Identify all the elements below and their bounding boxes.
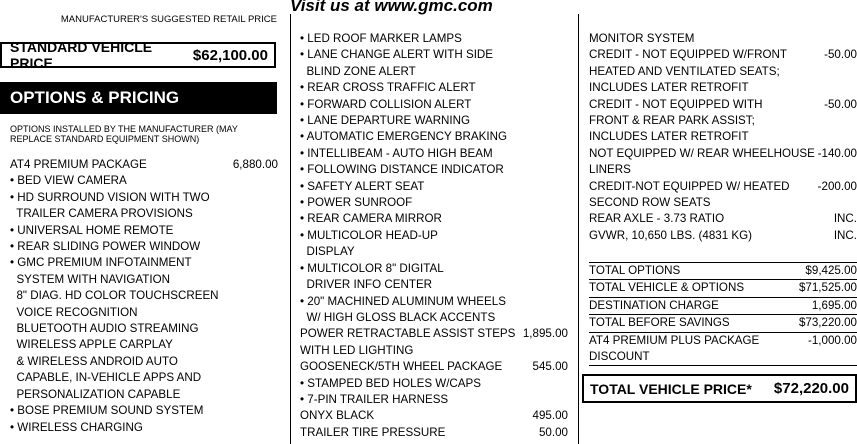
- total-vehicle-price-box: [582, 374, 857, 403]
- line-item-text: • BED VIEW CAMERA: [10, 174, 127, 188]
- line-item-text: CREDIT-NOT EQUIPPED W/ HEATED: [589, 179, 790, 193]
- line-item: [589, 162, 857, 178]
- line-item-text: & WIRELESS ANDROID AUTO: [10, 354, 178, 368]
- line-item-text: • FOLLOWING DISTANCE INDICATOR: [300, 163, 504, 177]
- line-item-text: • HD SURROUND VISION WITH TWO: [10, 190, 210, 204]
- line-item: [300, 326, 568, 342]
- line-item-text: • LANE DEPARTURE WARNING: [300, 114, 471, 128]
- line-item-text: VOICE RECOGNITION: [10, 305, 138, 319]
- line-item: [300, 195, 568, 211]
- line-item-text: POWER RETRACTABLE ASSIST STEPS: [300, 327, 516, 341]
- line-item-text: INCLUDES LATER RETROFIT: [589, 130, 749, 144]
- line-item-text: • LED ROOF MARKER LAMPS: [300, 32, 462, 45]
- line-item-text: • FORWARD COLLISION ALERT: [300, 97, 472, 111]
- line-item: [589, 262, 857, 280]
- line-item: [300, 294, 568, 310]
- line-item: [589, 228, 857, 244]
- line-item: [589, 315, 857, 332]
- line-item-amount: INC.: [833, 212, 857, 226]
- line-item-text: • AUTOMATIC EMERGENCY BRAKING: [300, 130, 507, 144]
- line-item: [10, 288, 278, 304]
- line-item-text: • WIRELESS CHARGING: [10, 420, 143, 434]
- line-item-amount: INC.: [833, 228, 857, 242]
- line-item-amount: -1,000.00: [808, 333, 857, 347]
- line-item-text: CREDIT - NOT EQUIPPED WITH: [589, 97, 763, 111]
- line-item: [10, 255, 278, 271]
- line-item-text: FRONT & REAR PARK ASSIST;: [589, 114, 755, 128]
- line-item: [300, 392, 568, 408]
- line-item-amount: -50.00: [824, 97, 857, 111]
- line-item: [589, 97, 857, 113]
- line-item-text: • UNIVERSAL HOME REMOTE: [10, 223, 174, 237]
- line-item: [589, 129, 857, 145]
- line-item-text: BLIND ZONE ALERT: [300, 64, 416, 78]
- line-item: [589, 298, 857, 315]
- total-price-label: TOTAL VEHICLE PRICE*: [590, 380, 752, 397]
- line-item-amount: $73,220.00: [798, 316, 857, 330]
- line-item-text: NOT EQUIPPED W/ REAR WHEELHOUSE: [589, 146, 815, 160]
- line-item: [300, 179, 568, 195]
- line-item-text: • 7-PIN TRAILER HARNESS: [300, 392, 449, 406]
- line-item-text: • REAR CROSS TRAFFIC ALERT: [300, 81, 476, 95]
- line-item-text: • SAFETY ALERT SEAT: [300, 179, 425, 193]
- line-item-text: ONYX BLACK: [300, 409, 375, 423]
- line-item: [589, 195, 857, 211]
- line-item: [300, 343, 568, 359]
- line-item-text: SECOND ROW SEATS: [589, 196, 711, 210]
- line-item: [300, 211, 568, 227]
- standard-vehicle-price-box: [0, 39, 276, 71]
- line-item-text: DRIVER INFO CENTER: [300, 278, 433, 292]
- line-item-text: AT4 PREMIUM PACKAGE: [10, 158, 147, 171]
- line-item-text: 8" DIAG. HD COLOR TOUCHSCREEN: [10, 289, 219, 303]
- line-item-text: DESTINATION CHARGE: [589, 298, 719, 312]
- line-item-text: BLUETOOTH AUDIO STREAMING: [10, 322, 199, 336]
- line-item-text: LINERS: [589, 163, 631, 177]
- line-item-text: • INTELLIBEAM - AUTO HIGH BEAM: [300, 146, 493, 160]
- line-item-text: WITH LED LIGHTING: [300, 343, 414, 357]
- line-item: [10, 354, 278, 370]
- line-item-text: • MULTICOLOR HEAD-UP: [300, 228, 438, 242]
- line-item-text: • STAMPED BED HOLES W/CAPS: [300, 376, 482, 390]
- line-item: [300, 64, 568, 80]
- right-options-list: [589, 31, 857, 244]
- line-item: [300, 359, 568, 375]
- line-item: [589, 47, 857, 63]
- line-item-text: TOTAL BEFORE SAVINGS: [589, 316, 730, 330]
- line-item: [300, 310, 568, 326]
- line-item-text: MONITOR SYSTEM: [589, 32, 695, 45]
- line-item-amount: $9,425.00: [805, 264, 857, 277]
- line-item: [300, 80, 568, 96]
- line-item-text: • MULTICOLOR 8" DIGITAL: [300, 261, 444, 275]
- line-item-amount: 1,895.00: [522, 327, 568, 341]
- line-item-text: TOTAL OPTIONS: [589, 264, 681, 277]
- line-item: [10, 190, 278, 206]
- options-note: OPTIONS INSTALLED BY THE MANUFACTURER (MAY REPLACE STANDARD EQUIPMENT SHOWN): [10, 124, 238, 144]
- standard-price-label: STANDARD VEHICLE PRICE: [10, 39, 153, 71]
- left-options-list: [10, 157, 278, 436]
- line-item-text: • LANE CHANGE ALERT WITH SIDE: [300, 48, 494, 62]
- line-item: [589, 211, 857, 227]
- line-item-amount: 1,695.00: [811, 298, 857, 312]
- line-item-text: WIRELESS APPLE CARPLAY: [10, 338, 173, 352]
- line-item: [589, 80, 857, 96]
- line-item: [300, 47, 568, 63]
- line-item: [589, 113, 857, 129]
- line-item-text: • 20" MACHINED ALUMINUM WHEELS: [300, 294, 506, 308]
- line-item-amount: -200.00: [817, 179, 857, 193]
- line-item-text: INCLUDES LATER RETROFIT: [589, 81, 749, 95]
- line-item-text: TRAILER CAMERA PROVISIONS: [10, 207, 193, 221]
- line-item-text: AT4 PREMIUM PLUS PACKAGE: [589, 333, 760, 347]
- line-item: [300, 113, 568, 129]
- line-item-text: DISPLAY: [300, 245, 355, 259]
- line-item: [10, 239, 278, 255]
- line-item-text: REAR AXLE - 3.73 RATIO: [589, 212, 725, 226]
- line-item-text: • POWER SUNROOF: [300, 196, 413, 210]
- line-item: [10, 223, 278, 239]
- line-item: [300, 162, 568, 178]
- line-item: [300, 129, 568, 145]
- line-item: [10, 321, 278, 337]
- line-item: [300, 146, 568, 162]
- line-item-amount: 6,880.00: [232, 158, 278, 171]
- line-item: [10, 206, 278, 222]
- msrp-label: MANUFACTURER'S SUGGESTED RETAIL PRICE: [60, 14, 277, 25]
- line-item: [10, 305, 278, 321]
- line-item: [300, 228, 568, 244]
- line-item: [10, 157, 278, 173]
- line-item-text: GVWR, 10,650 LBS. (4831 KG): [589, 228, 753, 242]
- line-item: [300, 261, 568, 277]
- line-item: [300, 425, 568, 441]
- line-item: [589, 349, 857, 366]
- line-item-text: TOTAL VEHICLE & OPTIONS: [589, 281, 745, 295]
- totals-list: [589, 262, 857, 366]
- line-item-text: • BOSE PREMIUM SOUND SYSTEM: [10, 404, 204, 418]
- line-item: [300, 408, 568, 424]
- line-item: [300, 376, 568, 392]
- line-item-text: TRAILER TIRE PRESSURE: [300, 425, 446, 439]
- website-banner: Visit us at www.gmc.com: [290, 0, 493, 15]
- line-item: [300, 31, 568, 47]
- line-item-amount: 545.00: [532, 360, 568, 374]
- line-item: [10, 337, 278, 353]
- total-price-value: $72,220.00: [773, 380, 849, 397]
- line-item: [300, 97, 568, 113]
- line-item: [10, 370, 278, 386]
- line-item: [589, 280, 857, 297]
- line-item-amount: $71,525.00: [798, 281, 857, 295]
- line-item: [589, 31, 857, 47]
- line-item: [589, 333, 857, 349]
- line-item: [589, 146, 857, 162]
- line-item: [300, 277, 568, 293]
- standard-price-value: $62,100.00: [192, 46, 268, 64]
- line-item-text: • GMC PREMIUM INFOTAINMENT: [10, 256, 192, 270]
- line-item-text: CREDIT - NOT EQUIPPED W/FRONT: [589, 48, 787, 62]
- line-item-text: SYSTEM WITH NAVIGATION: [10, 272, 170, 286]
- line-item: [10, 173, 278, 189]
- line-item-text: PERSONALIZATION CAPABLE: [10, 387, 181, 401]
- line-item-text: CAPABLE, IN-VEHICLE APPS AND: [10, 371, 202, 385]
- line-item: [10, 420, 278, 436]
- line-item-amount: 495.00: [532, 409, 568, 423]
- middle-options-list: [300, 31, 568, 441]
- line-item: [589, 179, 857, 195]
- line-item: [10, 403, 278, 419]
- line-item-text: DISCOUNT: [589, 350, 650, 364]
- line-item: [589, 64, 857, 80]
- options-pricing-heading: OPTIONS & PRICING: [0, 82, 277, 114]
- line-item: [300, 244, 568, 260]
- line-item-text: • REAR SLIDING POWER WINDOW: [10, 240, 201, 254]
- line-item-amount: -140.00: [817, 146, 857, 160]
- line-item-amount: -50.00: [824, 48, 857, 62]
- line-item: [10, 387, 278, 403]
- line-item-amount: 50.00: [538, 425, 568, 439]
- line-item-text: HEATED AND VENTILATED SEATS;: [589, 64, 780, 78]
- line-item: [10, 272, 278, 288]
- line-item-text: • REAR CAMERA MIRROR: [300, 212, 442, 226]
- line-item-text: GOOSENECK/5TH WHEEL PACKAGE: [300, 360, 503, 374]
- line-item-text: W/ HIGH GLOSS BLACK ACCENTS: [300, 310, 496, 324]
